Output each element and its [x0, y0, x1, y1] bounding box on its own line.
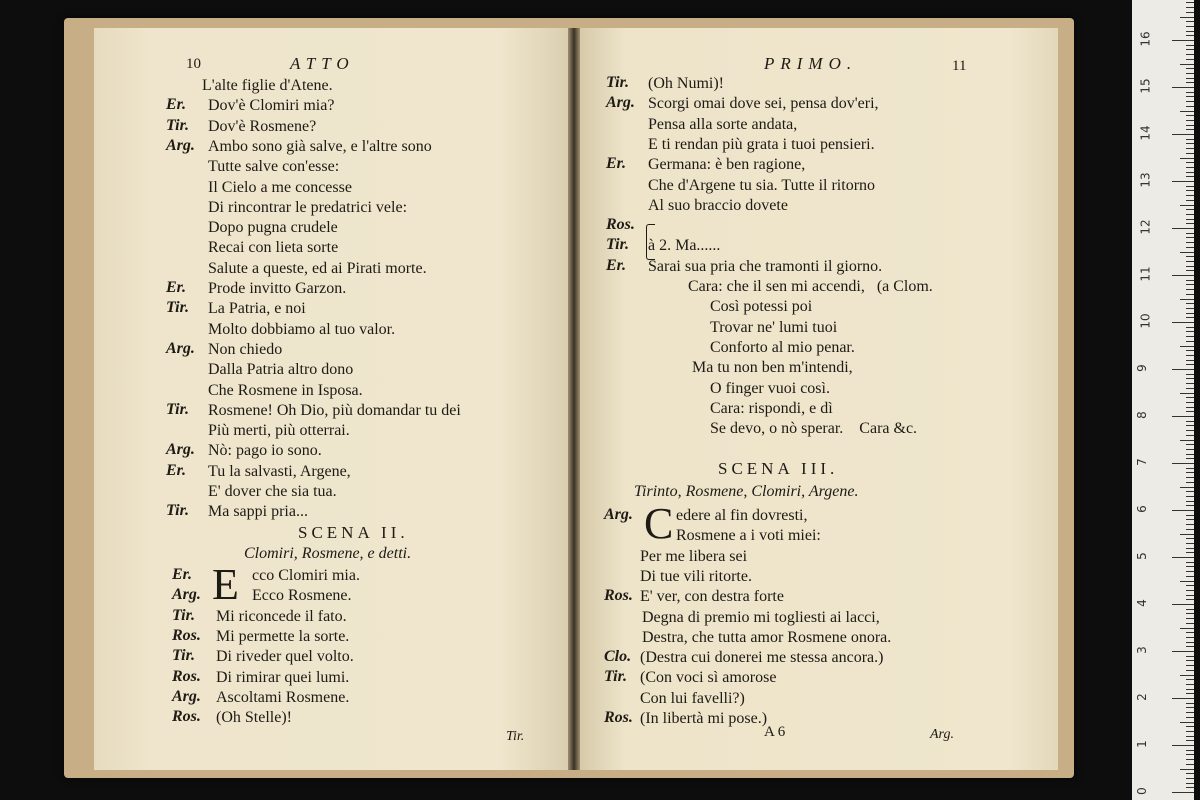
ruler-tick	[1186, 421, 1194, 422]
verse-line: Rosmene a i voti miei:	[676, 527, 821, 545]
verse-line: Di riveder quel volto.	[216, 648, 354, 666]
verse-line: Mi riconcede il fato.	[216, 607, 347, 625]
left-running-head: ATTO	[290, 54, 355, 73]
speaker-label: Arg.	[172, 687, 201, 705]
ruler-tick	[1186, 736, 1194, 737]
ruler-number: 15	[1138, 78, 1153, 94]
ruler-tick	[1186, 78, 1194, 79]
ruler-tick	[1186, 750, 1194, 751]
ruler-tick	[1186, 289, 1194, 290]
ruler-tick	[1172, 228, 1194, 229]
ruler-tick	[1186, 336, 1194, 337]
signature-mark: A 6	[764, 724, 786, 740]
ruler-tick	[1186, 731, 1194, 732]
verse-line: E ti rendan più grata i tuoi pensieri.	[648, 135, 875, 153]
verse-line: Dov'è Clomiri mia?	[208, 97, 335, 115]
speaker-label: Ros.	[172, 626, 201, 644]
ruler-tick	[1186, 247, 1194, 248]
ruler-tick	[1186, 139, 1194, 140]
speaker-label: Tir.	[172, 647, 195, 665]
ruler-tick	[1186, 280, 1194, 281]
ruler-tick	[1186, 195, 1194, 196]
verse-line: (Destra cui donerei me stessa ancora.)	[640, 649, 884, 667]
ruler-tick	[1180, 299, 1194, 300]
ruler-tick	[1186, 689, 1194, 690]
speaker-label: Arg.	[172, 586, 201, 604]
verse-line: edere al fin dovresti,	[676, 507, 808, 524]
verse-line: Cara: rispondi, e dì	[710, 399, 833, 417]
verse-line: Destra, che tutta amor Rosmene onora.	[642, 628, 892, 646]
verse-line: Il Cielo a me concesse	[208, 178, 352, 196]
ruler-tick	[1186, 2, 1194, 3]
verse-line: Ascoltami Rosmene.	[216, 688, 350, 706]
verse-line: Che d'Argene tu sia. Tutte il ritorno	[648, 176, 876, 194]
speaker-label: Er.	[166, 96, 187, 114]
ruler-tick	[1186, 21, 1194, 22]
ruler-tick	[1186, 618, 1194, 619]
ruler-tick	[1186, 585, 1194, 586]
speaker-label: Ros.	[604, 587, 633, 605]
ruler-tick	[1180, 440, 1194, 441]
speaker-label: Tir.	[166, 299, 189, 317]
ruler-tick	[1186, 519, 1194, 520]
verse-line: Se devo, o nò sperar. Cara &c.	[710, 420, 918, 438]
ruler-tick	[1180, 487, 1194, 488]
ruler-tick	[1172, 792, 1194, 793]
speaker-label: Ros.	[172, 667, 201, 685]
ruler-tick	[1186, 148, 1194, 149]
scene-3-characters: Tirinto, Rosmene, Clomiri, Argene.	[634, 483, 859, 500]
ruler-tick	[1186, 92, 1194, 93]
ruler-tick	[1186, 214, 1194, 215]
ruler-tick	[1186, 317, 1194, 318]
ruler-tick	[1172, 557, 1194, 558]
ruler-tick	[1186, 12, 1194, 13]
ruler-tick	[1186, 783, 1194, 784]
ruler-tick	[1186, 49, 1194, 50]
ruler-tick	[1186, 477, 1194, 478]
speaker-label: Arg.	[606, 94, 635, 112]
speaker-label: Ros.	[604, 709, 633, 726]
verse-line: Ma sappi pria...	[208, 503, 308, 521]
verse-line: Dalla Patria altro dono	[208, 361, 354, 379]
ruler-tick	[1186, 665, 1194, 666]
speaker-label: Tir.	[172, 606, 195, 624]
ruler-tick	[1186, 787, 1194, 788]
ruler-tick	[1186, 496, 1194, 497]
ruler-tick	[1186, 566, 1194, 567]
ruler-tick	[1186, 501, 1194, 502]
ruler-tick	[1186, 374, 1194, 375]
ruler-tick	[1186, 129, 1194, 130]
ruler-tick	[1186, 101, 1194, 102]
ruler-tick	[1186, 571, 1194, 572]
ruler-tick	[1186, 308, 1194, 309]
ruler-tick	[1186, 684, 1194, 685]
ruler-number: 12	[1138, 219, 1153, 235]
measuring-ruler	[1132, 0, 1194, 800]
ruler-tick	[1180, 534, 1194, 535]
ruler-tick	[1180, 111, 1194, 112]
speaker-label: Ros.	[172, 708, 201, 726]
scene-3-title: SCENA III.	[718, 459, 839, 478]
ruler-tick	[1186, 454, 1194, 455]
ruler-number: 6	[1134, 505, 1149, 513]
speaker-label: Ros.	[606, 216, 635, 234]
ruler-tick	[1180, 581, 1194, 582]
scene-2-characters: Clomiri, Rosmene, e detti.	[244, 545, 412, 562]
ruler-tick	[1186, 543, 1194, 544]
ruler-tick	[1186, 256, 1194, 257]
verse-line: Non chiedo	[208, 340, 283, 358]
ruler-number: 3	[1134, 646, 1149, 654]
verse-line: Ecco Rosmene.	[252, 587, 352, 605]
speaker-label: Tir.	[606, 74, 629, 91]
ruler-tick	[1186, 31, 1194, 32]
ruler-tick	[1172, 745, 1194, 746]
verse-line: Di rimirar quei lumi.	[216, 668, 350, 686]
ruler-number: 8	[1134, 411, 1149, 419]
ruler-tick	[1186, 552, 1194, 553]
ruler-tick	[1180, 393, 1194, 394]
verse-line: Pensa alla sorte andata,	[648, 115, 798, 133]
ruler-tick	[1186, 360, 1194, 361]
ruler-tick	[1186, 261, 1194, 262]
ruler-tick	[1172, 322, 1194, 323]
verse-line: Cara: che il sen mi accendi, (a Clom.	[688, 278, 933, 295]
ruler-tick	[1186, 115, 1194, 116]
ruler-tick	[1172, 87, 1194, 88]
ruler-tick	[1186, 7, 1194, 8]
ruler-tick	[1186, 773, 1194, 774]
verse-line: Più merti, più otterrai.	[208, 422, 350, 440]
ruler-tick	[1186, 712, 1194, 713]
ruler-tick	[1186, 482, 1194, 483]
ruler-tick	[1186, 284, 1194, 285]
ruler-tick	[1186, 350, 1194, 351]
ruler-tick	[1172, 275, 1194, 276]
ruler-tick	[1186, 529, 1194, 530]
verse-line: Che Rosmene in Isposa.	[208, 381, 363, 399]
speaker-label: Arg.	[166, 136, 195, 154]
ruler-tick	[1180, 346, 1194, 347]
verse-line: Rosmene! Oh Dio, più domandar tu dei	[208, 401, 461, 419]
ruler-number: 4	[1134, 599, 1149, 607]
speaker-label: Er.	[172, 566, 193, 583]
ruler-tick	[1172, 604, 1194, 605]
ruler-number: 14	[1138, 125, 1153, 141]
ruler-tick	[1180, 628, 1194, 629]
verse-line: Germana: è ben ragione,	[648, 156, 806, 174]
ruler-tick	[1186, 176, 1194, 177]
ruler-tick	[1186, 646, 1194, 647]
ruler-number: 13	[1138, 172, 1153, 188]
ruler-tick	[1186, 524, 1194, 525]
ruler-tick	[1186, 162, 1194, 163]
ruler-tick	[1186, 660, 1194, 661]
ruler-tick	[1186, 383, 1194, 384]
ruler-tick	[1186, 402, 1194, 403]
ruler-tick	[1186, 670, 1194, 671]
ruler-tick	[1186, 397, 1194, 398]
verse-line: Ma tu non ben m'intendi,	[692, 359, 853, 377]
ruler-tick	[1186, 223, 1194, 224]
ruler-tick	[1186, 327, 1194, 328]
ruler-tick	[1172, 181, 1194, 182]
verse-line: Tutte salve con'esse:	[208, 158, 340, 176]
verse-line: cco Clomiri mia.	[252, 567, 360, 584]
speaker-label: Tir.	[166, 502, 189, 520]
ruler-tick	[1172, 651, 1194, 652]
ruler-tick	[1172, 510, 1194, 511]
ruler-tick	[1186, 472, 1194, 473]
ruler-tick	[1186, 759, 1194, 760]
verse-line: Salute a queste, ed ai Pirati morte.	[208, 259, 427, 277]
ruler-tick	[1186, 590, 1194, 591]
ruler-tick	[1180, 17, 1194, 18]
verse-line: (Con voci sì amorose	[640, 669, 777, 687]
verse-line: Prode invitto Garzon.	[208, 280, 347, 297]
ruler-tick	[1186, 313, 1194, 314]
ruler-tick	[1186, 172, 1194, 173]
ruler-tick	[1186, 270, 1194, 271]
ruler-tick	[1186, 599, 1194, 600]
ruler-tick	[1186, 642, 1194, 643]
verse-line: (In libertà mi pose.)	[640, 710, 768, 727]
speaker-label: Tir.	[166, 116, 189, 134]
ruler-tick	[1186, 143, 1194, 144]
verse-line: (Oh Numi)!	[648, 75, 724, 92]
verse-line: Dopo pugna crudele	[208, 219, 338, 237]
ruler-tick	[1186, 613, 1194, 614]
verse-line: Ambo sono già salve, e l'altre sono	[208, 137, 432, 155]
ruler-tick	[1186, 717, 1194, 718]
scene-2-title: SCENA II.	[298, 523, 409, 542]
ruler-tick	[1186, 430, 1194, 431]
verse-line: à 2. Ma......	[648, 237, 721, 255]
verse-line: E' ver, con destra forte	[640, 588, 784, 606]
ruler-number: 10	[1138, 313, 1153, 329]
left-catchword: Tir.	[506, 729, 525, 744]
ruler-tick	[1186, 125, 1194, 126]
ruler-tick	[1186, 595, 1194, 596]
ruler-tick	[1186, 458, 1194, 459]
book-gutter	[568, 28, 580, 770]
ruler-tick	[1186, 331, 1194, 332]
ruler-tick	[1186, 679, 1194, 680]
ruler-tick	[1172, 40, 1194, 41]
ruler-tick	[1186, 303, 1194, 304]
right-running-head: PRIMO.	[764, 54, 858, 73]
ruler-tick	[1186, 515, 1194, 516]
ruler-number: 1	[1134, 740, 1149, 748]
ruler-tick	[1186, 233, 1194, 234]
ruler-tick	[1186, 609, 1194, 610]
verse-line: Trovar ne' lumi tuoi	[710, 318, 838, 336]
verse-line: Con lui favelli?)	[640, 689, 745, 707]
ruler-tick	[1186, 576, 1194, 577]
ruler-tick	[1172, 698, 1194, 699]
ruler-tick	[1186, 491, 1194, 492]
ruler-tick	[1180, 675, 1194, 676]
ruler-tick	[1186, 754, 1194, 755]
ruler-tick	[1186, 237, 1194, 238]
ruler-tick	[1172, 369, 1194, 370]
ruler-tick	[1186, 740, 1194, 741]
verse-line: Di rincontrar le predatrici vele:	[208, 198, 408, 216]
ruler-tick	[1186, 468, 1194, 469]
speaker-label: Er.	[606, 256, 627, 274]
speaker-label: Tir.	[166, 400, 189, 418]
ruler-tick	[1180, 252, 1194, 253]
scene-2-dropcap: E	[212, 560, 239, 609]
verse-line: L'alte figlie d'Atene.	[202, 77, 333, 94]
ruler-tick	[1180, 158, 1194, 159]
ruler-tick	[1186, 266, 1194, 267]
ruler-tick	[1186, 562, 1194, 563]
verse-line: La Patria, e noi	[208, 300, 306, 318]
ruler-tick	[1186, 505, 1194, 506]
speaker-label: Tir.	[606, 236, 629, 254]
ruler-number: 7	[1134, 458, 1149, 466]
speaker-label: Arg.	[166, 339, 195, 357]
speaker-label: Clo.	[604, 648, 632, 666]
ruler-tick	[1186, 378, 1194, 379]
ruler-tick	[1186, 693, 1194, 694]
verse-line: Così potessi poi	[710, 298, 813, 316]
speaker-label: Er.	[166, 461, 187, 479]
ruler-tick	[1172, 416, 1194, 417]
ruler-tick	[1186, 703, 1194, 704]
ruler-tick	[1186, 186, 1194, 187]
verse-line: Tu la salvasti, Argene,	[208, 462, 351, 480]
verse-line: Mi permette la sorte.	[216, 627, 350, 645]
ruler-tick	[1186, 388, 1194, 389]
ruler-tick	[1186, 548, 1194, 549]
left-page-number: 10	[186, 56, 201, 72]
ruler-tick	[1186, 435, 1194, 436]
ruler-tick	[1186, 45, 1194, 46]
ruler-tick	[1186, 59, 1194, 60]
speaker-label: Er.	[606, 155, 627, 173]
ruler-tick	[1180, 64, 1194, 65]
ruler-tick	[1186, 54, 1194, 55]
ruler-tick	[1172, 134, 1194, 135]
ruler-tick	[1180, 722, 1194, 723]
ruler-tick	[1186, 726, 1194, 727]
verse-line: Nò: pago io sono.	[208, 442, 322, 460]
verse-line: Conforto al mio penar.	[710, 338, 855, 356]
ruler-number: 0	[1134, 787, 1149, 795]
verse-line: O finger vuoi così.	[710, 379, 830, 397]
ruler-tick	[1186, 219, 1194, 220]
ruler-tick	[1186, 68, 1194, 69]
ruler-tick	[1186, 73, 1194, 74]
ruler-tick	[1180, 205, 1194, 206]
ruler-tick	[1186, 449, 1194, 450]
scene-3-dropcap: C	[644, 499, 674, 548]
verse-line: (Oh Stelle)!	[216, 709, 292, 727]
ruler-tick	[1186, 294, 1194, 295]
ruler-tick	[1186, 26, 1194, 27]
ruler-tick	[1186, 153, 1194, 154]
ruler-tick	[1186, 425, 1194, 426]
ruler-tick	[1186, 411, 1194, 412]
speaker-label: Tir.	[604, 668, 627, 686]
verse-line: Dov'è Rosmene?	[208, 117, 317, 135]
ruler-tick	[1186, 778, 1194, 779]
ruler-tick	[1186, 120, 1194, 121]
ruler-tick	[1186, 242, 1194, 243]
ruler-tick	[1186, 656, 1194, 657]
ruler-tick	[1180, 769, 1194, 770]
speaker-label: Arg.	[166, 441, 195, 459]
verse-line: Al suo braccio dovete	[648, 196, 788, 214]
ruler-tick	[1172, 463, 1194, 464]
ruler-tick	[1186, 764, 1194, 765]
verse-line: Recai con lieta sorte	[208, 239, 339, 257]
ruler-number: 16	[1138, 31, 1153, 47]
speaker-label: Arg.	[604, 506, 633, 523]
verse-line: Per me libera sei	[640, 547, 748, 565]
ruler-number: 2	[1134, 693, 1149, 701]
ruler-tick	[1186, 200, 1194, 201]
ruler-tick	[1186, 355, 1194, 356]
ruler-tick	[1186, 364, 1194, 365]
ruler-tick	[1186, 707, 1194, 708]
speaker-label: Er.	[166, 279, 187, 296]
ruler-tick	[1186, 623, 1194, 624]
ruler-tick	[1186, 190, 1194, 191]
ruler-tick	[1186, 209, 1194, 210]
a-due-bracket	[646, 224, 655, 260]
ruler-tick	[1186, 407, 1194, 408]
ruler-number: 11	[1138, 266, 1153, 282]
verse-line: Molto dobbiamo al tuo valor.	[208, 320, 396, 338]
ruler-tick	[1186, 632, 1194, 633]
ruler-tick	[1186, 96, 1194, 97]
ruler-tick	[1186, 35, 1194, 36]
ruler-tick	[1186, 444, 1194, 445]
ruler-tick	[1186, 106, 1194, 107]
ruler-number: 9	[1134, 364, 1149, 372]
verse-line: Degna di premio mi togliesti ai lacci,	[642, 608, 880, 626]
ruler-tick	[1186, 637, 1194, 638]
right-catchword: Arg.	[930, 727, 954, 742]
verse-line: Di tue vili ritorte.	[640, 567, 752, 585]
verse-line: E' dover che sia tua.	[208, 483, 337, 500]
verse-line: Scorgi omai dove sei, pensa dov'eri,	[648, 95, 879, 113]
ruler-tick	[1186, 167, 1194, 168]
verse-line: Sarai sua pria che tramonti il giorno.	[648, 257, 883, 275]
ruler-tick	[1186, 82, 1194, 83]
ruler-tick	[1186, 341, 1194, 342]
ruler-tick	[1186, 538, 1194, 539]
right-page-number: 11	[952, 58, 967, 74]
ruler-number: 5	[1134, 552, 1149, 560]
